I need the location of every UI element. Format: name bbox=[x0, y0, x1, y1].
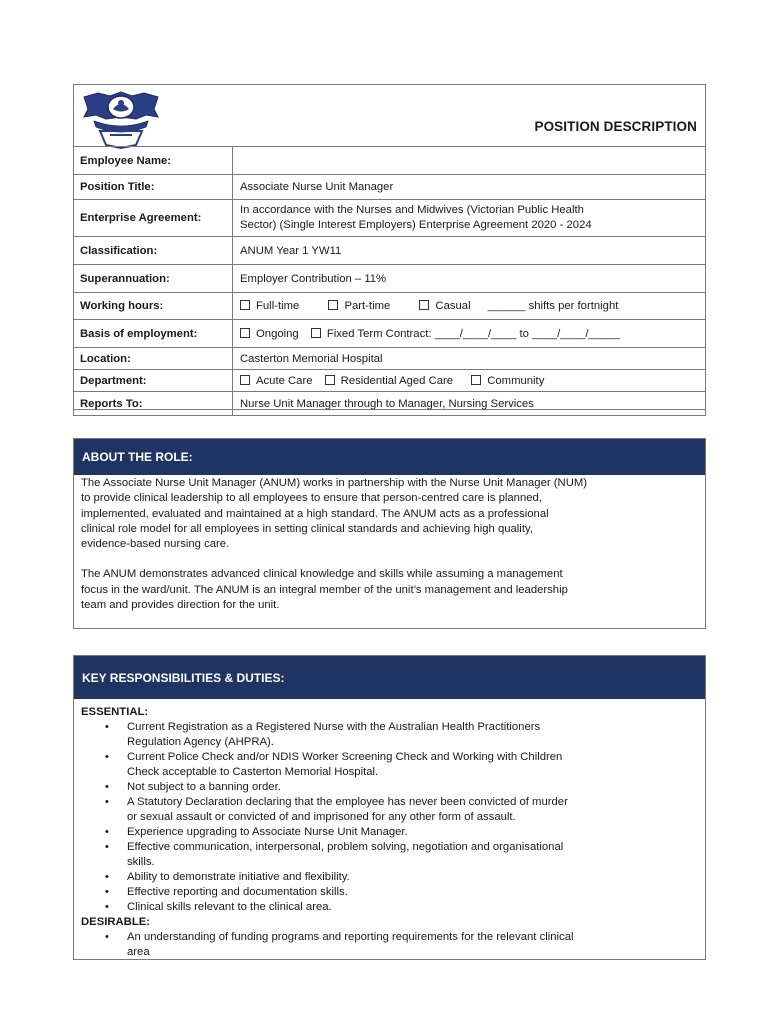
checkbox-label: Acute Care bbox=[256, 374, 313, 387]
about-role-body bbox=[74, 475, 705, 613]
reports-to-value: Nurse Unit Manager through to Manager, Nursing Services bbox=[233, 392, 706, 416]
list-item bbox=[127, 870, 698, 885]
about-line: to provide clinical leadership to all employees to ensure that person-centred care is planned, bbox=[81, 492, 542, 505]
table-row bbox=[74, 293, 706, 320]
full-time-checkbox[interactable] bbox=[240, 300, 299, 312]
enterprise-agreement-value bbox=[233, 200, 706, 237]
acute-care-checkbox[interactable] bbox=[240, 375, 313, 387]
fixed-term-checkbox[interactable] bbox=[311, 328, 620, 340]
table-row bbox=[74, 200, 706, 237]
about-paragraph bbox=[81, 567, 698, 613]
checkbox-label: Casual bbox=[435, 300, 471, 312]
list-item bbox=[127, 795, 698, 825]
about-line: focus in the ward/unit. The ANUM is an integral member of the unit’s management and leadership bbox=[81, 583, 568, 596]
enterprise-agreement-line: In accordance with the Nurses and Midwives (Victorian Public Health bbox=[240, 204, 584, 216]
checkbox-icon bbox=[325, 375, 335, 385]
working-hours-label: Working hours: bbox=[74, 293, 233, 320]
checkbox-label: Residential Aged Care bbox=[340, 374, 454, 387]
checkbox-label: Ongoing bbox=[256, 327, 299, 340]
list-item-line: An understanding of funding programs and reporting requirements for the relevant clinical bbox=[127, 931, 574, 943]
about-line: team and provides direction for the unit. bbox=[81, 599, 280, 612]
about-line: clinical role model for all employees in setting clinical standards and achieving high quality, bbox=[81, 522, 533, 535]
essential-list bbox=[81, 720, 698, 915]
list-item-line: Not subject to a banning order. bbox=[127, 781, 281, 793]
checkbox-icon bbox=[328, 300, 338, 310]
list-item bbox=[127, 900, 698, 915]
checkbox-icon bbox=[471, 375, 481, 385]
position-title-value: Associate Nurse Unit Manager bbox=[233, 175, 706, 200]
basis-of-employment-options bbox=[233, 320, 706, 348]
list-item bbox=[127, 825, 698, 840]
essential-heading: ESSENTIAL: bbox=[81, 706, 149, 718]
list-item bbox=[127, 750, 698, 780]
list-item-line: area bbox=[127, 946, 150, 958]
desirable-list bbox=[81, 930, 698, 960]
department-label: Department: bbox=[74, 370, 233, 392]
list-item bbox=[127, 720, 698, 750]
shifts-per-fortnight-field[interactable]: ______ shifts per fortnight bbox=[487, 300, 619, 312]
desirable-heading: DESIRABLE: bbox=[81, 916, 151, 928]
location-value: Casterton Memorial Hospital bbox=[233, 348, 706, 370]
list-item bbox=[127, 930, 698, 960]
page-title: POSITION DESCRIPTION bbox=[534, 119, 697, 134]
list-item-line: Experience upgrading to Associate Nurse Unit Manager. bbox=[127, 826, 408, 838]
basis-of-employment-label: Basis of employment: bbox=[74, 320, 233, 348]
residential-aged-care-checkbox[interactable] bbox=[325, 375, 453, 387]
list-item-line: Current Police Check and/or NDIS Worker Screening Check and Working with Children bbox=[127, 751, 563, 763]
list-item-line: Check acceptable to Casterton Memorial Hospital. bbox=[127, 766, 379, 778]
details-table bbox=[73, 146, 706, 416]
duties-heading: KEY RESPONSIBILITIES & DUTIES: bbox=[74, 656, 705, 699]
table-row bbox=[74, 320, 706, 348]
about-line: implemented, evaluated and maintained at a high standard. The ANUM acts as a professional bbox=[81, 507, 549, 520]
checkbox-icon bbox=[240, 375, 250, 385]
list-item-line: Current Registration as a Registered Nurse with the Australian Health Practitioners bbox=[127, 721, 541, 733]
list-item-line: A Statutory Declaration declaring that the employee has never been convicted of murder bbox=[127, 796, 568, 808]
checkbox-icon bbox=[419, 300, 429, 310]
department-options bbox=[233, 370, 706, 392]
enterprise-agreement-label: Enterprise Agreement: bbox=[74, 200, 233, 237]
part-time-checkbox[interactable] bbox=[328, 300, 390, 312]
location-label: Location: bbox=[74, 348, 233, 370]
about-line: The Associate Nurse Unit Manager (ANUM) works in partnership with the Nurse Unit Manager (NUM) bbox=[81, 477, 588, 489]
about-role-heading: ABOUT THE ROLE: bbox=[74, 439, 705, 475]
table-row bbox=[74, 265, 706, 293]
list-item bbox=[127, 885, 698, 900]
hospital-crest-logo bbox=[80, 87, 162, 149]
reports-to-label: Reports To: bbox=[74, 392, 233, 416]
table-row bbox=[74, 392, 706, 416]
duties-section bbox=[73, 655, 706, 960]
table-row bbox=[74, 237, 706, 265]
position-title-label: Position Title: bbox=[74, 175, 233, 200]
ongoing-checkbox[interactable] bbox=[240, 328, 299, 340]
list-item-line: Ability to demonstrate initiative and flexibility. bbox=[127, 871, 350, 883]
list-item-line: Clinical skills relevant to the clinical area. bbox=[127, 901, 332, 913]
about-line: evidence-based nursing care. bbox=[81, 538, 230, 551]
list-item bbox=[127, 780, 698, 795]
working-hours-options bbox=[233, 293, 706, 320]
enterprise-agreement-line: Sector) (Single Interest Employers) Enterprise Agreement 2020 - 2024 bbox=[240, 219, 592, 231]
list-item-line: skills. bbox=[127, 856, 155, 868]
checkbox-icon bbox=[240, 300, 250, 310]
employee-name-field[interactable] bbox=[233, 147, 706, 175]
checkbox-icon bbox=[240, 328, 250, 338]
employee-name-label: Employee Name: bbox=[74, 147, 233, 175]
casual-checkbox[interactable] bbox=[419, 300, 470, 312]
checkbox-icon bbox=[311, 328, 321, 338]
checkbox-label: Fixed Term Contract: ____/____/____ to ____/____/_____ bbox=[326, 327, 620, 340]
about-role-section bbox=[73, 438, 706, 629]
position-details-box bbox=[73, 84, 706, 410]
about-paragraph bbox=[81, 476, 698, 552]
superannuation-label: Superannuation: bbox=[74, 265, 233, 293]
about-line: The ANUM demonstrates advanced clinical knowledge and skills while assuming a management bbox=[81, 568, 563, 581]
superannuation-value: Employer Contribution – 11% bbox=[233, 265, 706, 293]
list-item bbox=[127, 840, 698, 870]
list-item-line: Effective reporting and documentation skills. bbox=[127, 886, 348, 898]
table-row bbox=[74, 147, 706, 175]
table-row bbox=[74, 370, 706, 392]
checkbox-label: Community bbox=[487, 374, 545, 387]
list-item-line: or sexual assault or convicted of and imprisoned for any other form of assault. bbox=[127, 811, 516, 823]
list-item-line: Regulation Agency (AHPRA). bbox=[127, 736, 274, 748]
classification-label: Classification: bbox=[74, 237, 233, 265]
list-item-line: Effective communication, interpersonal, problem solving, negotiation and organisational bbox=[127, 841, 564, 853]
table-row bbox=[74, 348, 706, 370]
classification-value: ANUM Year 1 YW11 bbox=[233, 237, 706, 265]
duties-body bbox=[74, 699, 705, 960]
checkbox-label: Full-time bbox=[256, 300, 300, 312]
table-row bbox=[74, 175, 706, 200]
checkbox-label: Part-time bbox=[344, 300, 391, 312]
community-checkbox[interactable] bbox=[471, 375, 544, 387]
